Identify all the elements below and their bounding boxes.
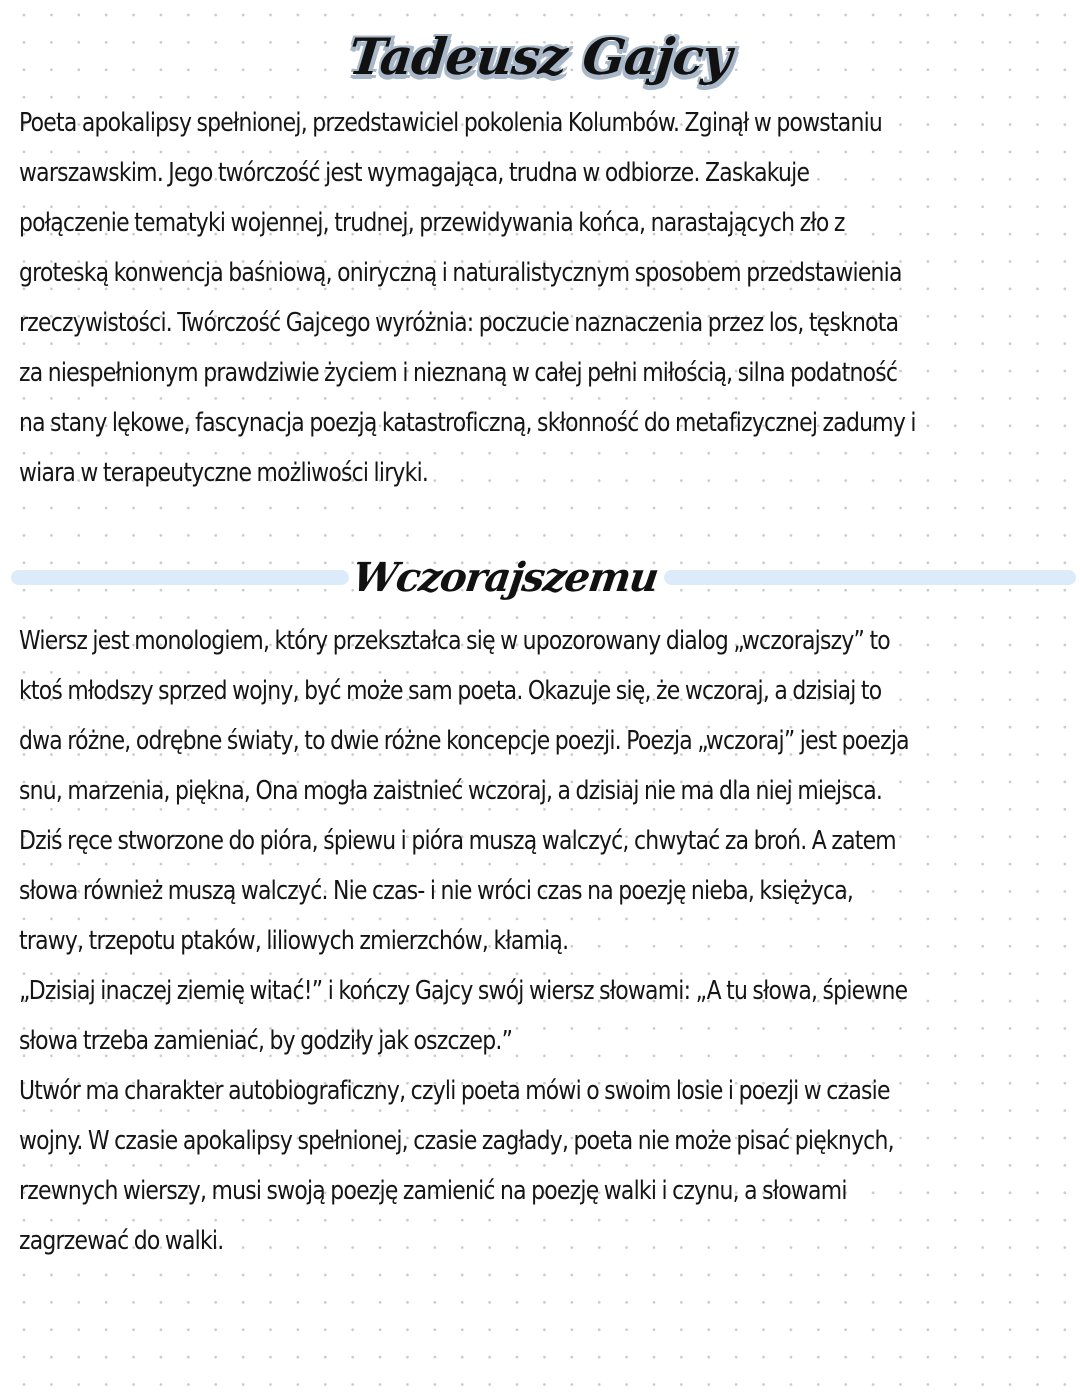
analysis-line: „Dzisiaj inaczej ziemię witać!” i kończy Gajcy swój wiersz słowami: „A tu słowa, śpiewne <box>19 976 908 1006</box>
analysis-line: zagrzewać do walki. <box>19 1226 224 1256</box>
analysis-line: trawy, trzepotu ptaków, liliowych zmierzchów, kłamią. <box>19 926 569 956</box>
section-divider-left <box>11 570 349 585</box>
analysis-line: rzewnych wierszy, musi swoją poezję zamienić na poezję walki i czynu, a słowami <box>19 1176 847 1206</box>
bio-line: wiara w terapeutyczne możliwości liryki. <box>19 458 429 488</box>
analysis-line: snu, marzenia, piękna, Ona mogła zaistnieć wczoraj, a dzisiaj nie ma dla niej miejsca. <box>19 776 883 806</box>
analysis-line: wojny. W czasie apokalipsy spełnionej, czasie zagłady, poeta nie może pisać pięknych, <box>19 1126 894 1156</box>
section-title: Wczorajszemu <box>349 554 661 601</box>
page-title-container <box>0 22 1080 92</box>
bio-line: rzeczywistości. Twórczość Gajcego wyróżnia: poczucie naznaczenia przez los, tęsknota <box>19 308 899 338</box>
bio-line: na stany lękowe, fascynacja poezją katastroficzną, skłonność do metafizycznej zadumy i <box>19 408 916 438</box>
analysis-line: Wiersz jest monologiem, który przekształca się w upozorowany dialog „wczorajszy” to <box>19 626 890 656</box>
page-title: Tadeusz Gajcy <box>346 27 734 86</box>
bio-line: Poeta apokalipsy spełnionej, przedstawiciel pokolenia Kolumbów. Zginął w powstaniu <box>19 108 883 138</box>
analysis-line: słowa trzeba zamieniać, by godziły jak oszczep.” <box>19 1026 513 1056</box>
bio-line: warszawskim. Jego twórczość jest wymagająca, trudna w odbiorze. Zaskakuje <box>19 158 810 188</box>
analysis-line: dwa różne, odrębne światy, to dwie różne koncepcje poezji. Poezja „wczoraj” jest poezja <box>19 726 909 756</box>
analysis-line: Utwór ma charakter autobiograficzny, czyli poeta mówi o swoim losie i poezji w czasie <box>19 1076 890 1106</box>
bio-paragraph <box>19 98 1051 498</box>
analysis-line: Dziś ręce stworzone do pióra, śpiewu i pióra muszą walczyć, chwytać za broń. A zatem <box>19 826 896 856</box>
analysis-line: ktoś młodszy sprzed wojny, być może sam poeta. Okazuje się, że wczoraj, a dzisiaj to <box>19 676 882 706</box>
poem-analysis-paragraph <box>19 616 1051 1266</box>
analysis-line: słowa również muszą walczyć. Nie czas- i nie wróci czas na poezję nieba, księżyca, <box>19 876 854 906</box>
section-divider-right <box>664 570 1076 585</box>
bio-line: groteską konwencja baśniową, oniryczną i naturalistycznym sposobem przedstawienia <box>19 258 902 288</box>
bio-line: połączenie tematyki wojennej, trudnej, przewidywania końca, narastających zło z <box>19 208 845 238</box>
bio-line: za niespełnionym prawdziwie życiem i nieznaną w całej pełni miłością, silna podatność <box>19 358 898 388</box>
